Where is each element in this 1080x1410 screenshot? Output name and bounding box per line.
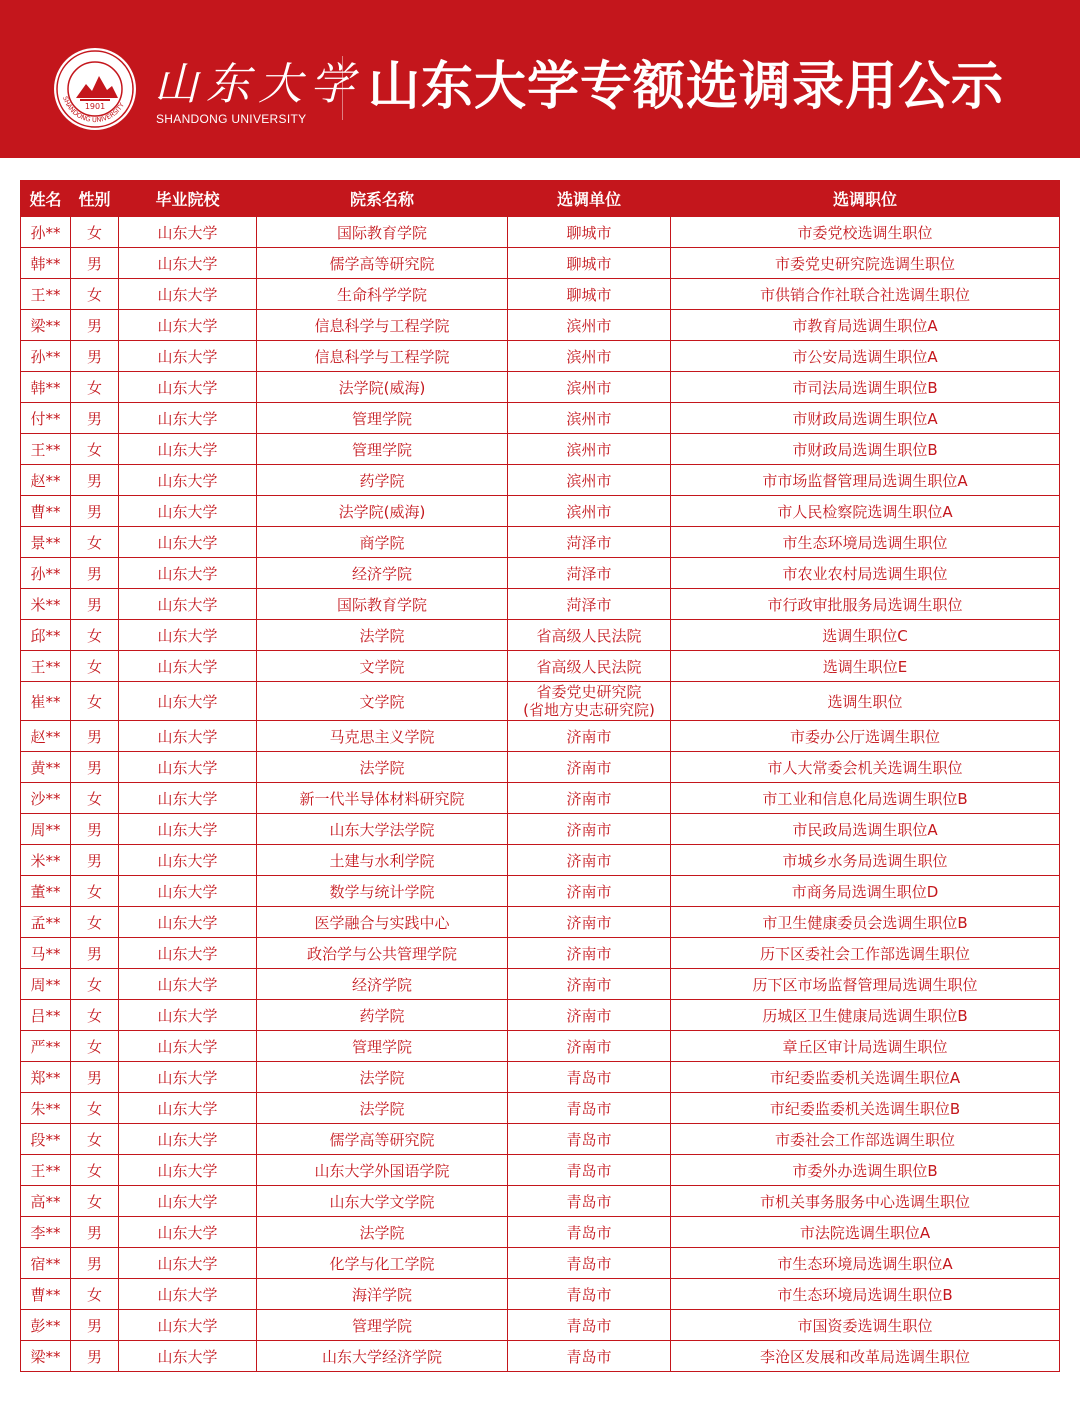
cell-unit: 滨州市	[508, 434, 671, 465]
cell-gender: 女	[71, 1155, 119, 1186]
cell-unit: 滨州市	[508, 403, 671, 434]
table-row	[21, 1155, 1060, 1186]
cell-gender: 女	[71, 969, 119, 1000]
cell-name: 段**	[21, 1124, 71, 1155]
table-row	[21, 1186, 1060, 1217]
cell-gender: 男	[71, 341, 119, 372]
cell-school: 山东大学	[119, 1124, 257, 1155]
cell-unit: 济南市	[508, 752, 671, 783]
cell-school: 山东大学	[119, 969, 257, 1000]
cell-position: 市城乡水务局选调生职位	[671, 845, 1060, 876]
cell-department: 土建与水利学院	[257, 845, 508, 876]
cell-position: 市委党校选调生职位	[671, 217, 1060, 248]
cell-unit: 菏泽市	[508, 589, 671, 620]
table-row	[21, 752, 1060, 783]
cell-gender: 男	[71, 403, 119, 434]
cell-department: 生命科学学院	[257, 279, 508, 310]
cell-gender: 男	[71, 589, 119, 620]
cell-unit: 青岛市	[508, 1217, 671, 1248]
cell-school: 山东大学	[119, 310, 257, 341]
cell-name: 周**	[21, 814, 71, 845]
cell-gender: 女	[71, 1031, 119, 1062]
table-row	[21, 814, 1060, 845]
cell-position: 市工业和信息化局选调生职位B	[671, 783, 1060, 814]
cell-gender: 女	[71, 1000, 119, 1031]
cell-gender: 女	[71, 682, 119, 721]
cell-unit: 青岛市	[508, 1062, 671, 1093]
cell-position: 市纪委监委机关选调生职位A	[671, 1062, 1060, 1093]
table-row	[21, 527, 1060, 558]
cell-school: 山东大学	[119, 1062, 257, 1093]
cell-name: 董**	[21, 876, 71, 907]
cell-department: 马克思主义学院	[257, 721, 508, 752]
table-row	[21, 1279, 1060, 1310]
cell-gender: 男	[71, 1062, 119, 1093]
cell-department: 儒学高等研究院	[257, 248, 508, 279]
cell-gender: 男	[71, 1341, 119, 1372]
table-row	[21, 279, 1060, 310]
cell-name: 曹**	[21, 496, 71, 527]
cell-unit	[508, 682, 671, 721]
cell-name: 韩**	[21, 372, 71, 403]
table-row	[21, 372, 1060, 403]
cell-school: 山东大学	[119, 1341, 257, 1372]
cell-gender: 女	[71, 783, 119, 814]
cell-department: 管理学院	[257, 1310, 508, 1341]
table-row	[21, 465, 1060, 496]
cell-school: 山东大学	[119, 1031, 257, 1062]
cell-unit: 青岛市	[508, 1341, 671, 1372]
cell-gender: 男	[71, 248, 119, 279]
cell-department: 法学院	[257, 1062, 508, 1093]
cell-department: 儒学高等研究院	[257, 1124, 508, 1155]
svg-text:SHANDONG UNIVERSITY: SHANDONG UNIVERSITY	[61, 95, 126, 125]
cell-school: 山东大学	[119, 651, 257, 682]
cell-school: 山东大学	[119, 1310, 257, 1341]
cell-unit: 滨州市	[508, 341, 671, 372]
bottom-margin	[0, 1384, 1080, 1410]
cell-gender: 女	[71, 876, 119, 907]
cell-unit: 济南市	[508, 1000, 671, 1031]
table-row	[21, 1000, 1060, 1031]
table-row	[21, 589, 1060, 620]
cell-unit: 济南市	[508, 876, 671, 907]
cell-department: 医学融合与实践中心	[257, 907, 508, 938]
cell-name: 崔**	[21, 682, 71, 721]
cell-position: 选调生职位C	[671, 620, 1060, 651]
cell-school: 山东大学	[119, 527, 257, 558]
cell-unit: 省高级人民法院	[508, 651, 671, 682]
cell-position: 市商务局选调生职位D	[671, 876, 1060, 907]
cell-name: 李**	[21, 1217, 71, 1248]
cell-school: 山东大学	[119, 1217, 257, 1248]
cell-name: 梁**	[21, 1341, 71, 1372]
cell-unit: 滨州市	[508, 496, 671, 527]
cell-name: 孙**	[21, 341, 71, 372]
cell-position: 市国资委选调生职位	[671, 1310, 1060, 1341]
page-title: 山东大学专额选调录用公示	[368, 57, 1005, 117]
cell-department: 经济学院	[257, 969, 508, 1000]
cell-department: 文学院	[257, 682, 508, 721]
cell-department: 山东大学经济学院	[257, 1341, 508, 1372]
cell-department: 信息科学与工程学院	[257, 341, 508, 372]
table-row	[21, 1310, 1060, 1341]
cell-department: 法学院	[257, 1217, 508, 1248]
table-row	[21, 496, 1060, 527]
cell-position: 市供销合作社联合社选调生职位	[671, 279, 1060, 310]
cell-unit: 济南市	[508, 783, 671, 814]
column-header-department: 院系名称	[257, 181, 508, 217]
cell-position: 李沧区发展和改革局选调生职位	[671, 1341, 1060, 1372]
cell-position: 选调生职位	[671, 682, 1060, 721]
cell-unit: 济南市	[508, 969, 671, 1000]
cell-department: 国际教育学院	[257, 217, 508, 248]
cell-department: 国际教育学院	[257, 589, 508, 620]
cell-position: 选调生职位E	[671, 651, 1060, 682]
column-header-position: 选调职位	[671, 181, 1060, 217]
table-row	[21, 310, 1060, 341]
table-row	[21, 845, 1060, 876]
cell-unit: 青岛市	[508, 1310, 671, 1341]
cell-position: 市生态环境局选调生职位A	[671, 1248, 1060, 1279]
cell-position: 市司法局选调生职位B	[671, 372, 1060, 403]
cell-name: 付**	[21, 403, 71, 434]
cell-department: 政治学与公共管理学院	[257, 938, 508, 969]
cell-school: 山东大学	[119, 248, 257, 279]
cell-unit: 青岛市	[508, 1186, 671, 1217]
cell-school: 山东大学	[119, 682, 257, 721]
cell-gender: 女	[71, 1093, 119, 1124]
table-row	[21, 938, 1060, 969]
table-row	[21, 907, 1060, 938]
cell-gender: 女	[71, 279, 119, 310]
cell-position: 市机关事务服务中心选调生职位	[671, 1186, 1060, 1217]
table-row	[21, 1248, 1060, 1279]
cell-name: 米**	[21, 589, 71, 620]
cell-unit: 聊城市	[508, 248, 671, 279]
cell-name: 黄**	[21, 752, 71, 783]
cell-unit-line2: (省地方史志研究院)	[523, 701, 655, 719]
admission-table-container	[20, 180, 1059, 1372]
cell-school: 山东大学	[119, 721, 257, 752]
cell-position: 市财政局选调生职位A	[671, 403, 1060, 434]
table-row	[21, 1062, 1060, 1093]
table-row	[21, 1031, 1060, 1062]
cell-name: 王**	[21, 279, 71, 310]
cell-gender: 男	[71, 465, 119, 496]
table-row	[21, 969, 1060, 1000]
cell-department: 法学院(威海)	[257, 496, 508, 527]
cell-department: 药学院	[257, 465, 508, 496]
table-row	[21, 403, 1060, 434]
brand-wordmark	[150, 46, 362, 132]
cell-gender: 男	[71, 845, 119, 876]
cell-name: 赵**	[21, 721, 71, 752]
cell-name: 郑**	[21, 1062, 71, 1093]
cell-name: 严**	[21, 1031, 71, 1062]
cell-gender: 男	[71, 814, 119, 845]
cell-position: 市行政审批服务局选调生职位	[671, 589, 1060, 620]
cell-gender: 女	[71, 372, 119, 403]
cell-school: 山东大学	[119, 279, 257, 310]
cell-unit: 济南市	[508, 814, 671, 845]
cell-unit: 滨州市	[508, 310, 671, 341]
cell-school: 山东大学	[119, 752, 257, 783]
cell-school: 山东大学	[119, 341, 257, 372]
cell-gender: 男	[71, 752, 119, 783]
cell-position: 市农业农村局选调生职位	[671, 558, 1060, 589]
cell-gender: 女	[71, 527, 119, 558]
cell-position: 市纪委监委机关选调生职位B	[671, 1093, 1060, 1124]
cell-school: 山东大学	[119, 372, 257, 403]
cell-school: 山东大学	[119, 434, 257, 465]
cell-school: 山东大学	[119, 938, 257, 969]
cell-school: 山东大学	[119, 620, 257, 651]
cell-gender: 女	[71, 651, 119, 682]
cell-school: 山东大学	[119, 814, 257, 845]
cell-unit: 聊城市	[508, 279, 671, 310]
cell-name: 韩**	[21, 248, 71, 279]
header-divider	[342, 56, 343, 120]
table-row	[21, 620, 1060, 651]
cell-unit-line1: 省委党史研究院	[536, 683, 642, 701]
cell-unit: 济南市	[508, 721, 671, 752]
cell-position: 章丘区审计局选调生职位	[671, 1031, 1060, 1062]
cell-school: 山东大学	[119, 403, 257, 434]
cell-name: 曹**	[21, 1279, 71, 1310]
cell-school: 山东大学	[119, 558, 257, 589]
cell-position: 市人民检察院选调生职位A	[671, 496, 1060, 527]
table-row	[21, 1217, 1060, 1248]
cell-name: 彭**	[21, 1310, 71, 1341]
cell-gender: 男	[71, 496, 119, 527]
cell-school: 山东大学	[119, 876, 257, 907]
cell-name: 梁**	[21, 310, 71, 341]
column-header-gender: 性别	[71, 181, 119, 217]
table-row	[21, 783, 1060, 814]
cell-department: 化学与化工学院	[257, 1248, 508, 1279]
cell-department: 药学院	[257, 1000, 508, 1031]
cell-gender: 女	[71, 620, 119, 651]
cell-department: 信息科学与工程学院	[257, 310, 508, 341]
cell-school: 山东大学	[119, 496, 257, 527]
cell-unit: 济南市	[508, 907, 671, 938]
cell-position: 历下区委社会工作部选调生职位	[671, 938, 1060, 969]
cell-unit: 菏泽市	[508, 558, 671, 589]
table-row	[21, 1341, 1060, 1372]
cell-gender: 男	[71, 1248, 119, 1279]
cell-department: 法学院(威海)	[257, 372, 508, 403]
cell-department: 山东大学文学院	[257, 1186, 508, 1217]
cell-name: 周**	[21, 969, 71, 1000]
cell-gender: 男	[71, 310, 119, 341]
table-row	[21, 1093, 1060, 1124]
table-row	[21, 248, 1060, 279]
cell-gender: 女	[71, 907, 119, 938]
table-row	[21, 651, 1060, 682]
cell-name: 王**	[21, 434, 71, 465]
cell-name: 孙**	[21, 558, 71, 589]
cell-department: 法学院	[257, 620, 508, 651]
admission-table	[20, 180, 1060, 1372]
cell-department: 数学与统计学院	[257, 876, 508, 907]
cell-position: 市公安局选调生职位A	[671, 341, 1060, 372]
cell-position: 市人大常委会机关选调生职位	[671, 752, 1060, 783]
cell-name: 朱**	[21, 1093, 71, 1124]
cell-department: 法学院	[257, 1093, 508, 1124]
column-header-school: 毕业院校	[119, 181, 257, 217]
cell-unit: 滨州市	[508, 465, 671, 496]
cell-gender: 男	[71, 558, 119, 589]
table-row	[21, 876, 1060, 907]
cell-position: 市生态环境局选调生职位	[671, 527, 1060, 558]
cell-unit: 滨州市	[508, 372, 671, 403]
table-header-row	[21, 181, 1060, 217]
cell-position: 市民政局选调生职位A	[671, 814, 1060, 845]
cell-gender: 男	[71, 1310, 119, 1341]
table-row	[21, 1124, 1060, 1155]
cell-school: 山东大学	[119, 1279, 257, 1310]
cell-position: 市委办公厅选调生职位	[671, 721, 1060, 752]
cell-name: 王**	[21, 651, 71, 682]
cell-name: 赵**	[21, 465, 71, 496]
cell-name: 高**	[21, 1186, 71, 1217]
svg-text:1901: 1901	[84, 102, 106, 111]
cell-name: 孟**	[21, 907, 71, 938]
column-header-unit: 选调单位	[508, 181, 671, 217]
cell-position: 市卫生健康委员会选调生职位B	[671, 907, 1060, 938]
cell-position: 市法院选调生职位A	[671, 1217, 1060, 1248]
cell-gender: 女	[71, 1186, 119, 1217]
cell-position: 市委外办选调生职位B	[671, 1155, 1060, 1186]
cell-unit: 青岛市	[508, 1093, 671, 1124]
cell-department: 新一代半导体材料研究院	[257, 783, 508, 814]
brand-name-cn: 山东大学	[154, 59, 362, 110]
cell-gender: 男	[71, 1217, 119, 1248]
brand-name-en: SHANDONG UNIVERSITY	[156, 112, 307, 126]
cell-name: 邱**	[21, 620, 71, 651]
cell-school: 山东大学	[119, 783, 257, 814]
table-row	[21, 341, 1060, 372]
cell-position: 历城区卫生健康局选调生职位B	[671, 1000, 1060, 1031]
cell-gender: 男	[71, 938, 119, 969]
cell-gender: 女	[71, 434, 119, 465]
table-row	[21, 721, 1060, 752]
cell-unit: 青岛市	[508, 1155, 671, 1186]
cell-name: 米**	[21, 845, 71, 876]
cell-position: 历下区市场监督管理局选调生职位	[671, 969, 1060, 1000]
cell-school: 山东大学	[119, 217, 257, 248]
cell-name: 宿**	[21, 1248, 71, 1279]
cell-school: 山东大学	[119, 907, 257, 938]
cell-unit: 聊城市	[508, 217, 671, 248]
cell-department: 管理学院	[257, 434, 508, 465]
cell-unit: 济南市	[508, 938, 671, 969]
cell-position: 市委党史研究院选调生职位	[671, 248, 1060, 279]
cell-school: 山东大学	[119, 1155, 257, 1186]
cell-position: 市生态环境局选调生职位B	[671, 1279, 1060, 1310]
cell-department: 商学院	[257, 527, 508, 558]
cell-school: 山东大学	[119, 1093, 257, 1124]
cell-position: 市委社会工作部选调生职位	[671, 1124, 1060, 1155]
table-row	[21, 434, 1060, 465]
cell-school: 山东大学	[119, 589, 257, 620]
cell-department: 管理学院	[257, 403, 508, 434]
cell-school: 山东大学	[119, 1248, 257, 1279]
cell-unit: 青岛市	[508, 1279, 671, 1310]
cell-position: 市财政局选调生职位B	[671, 434, 1060, 465]
cell-position: 市教育局选调生职位A	[671, 310, 1060, 341]
cell-name: 马**	[21, 938, 71, 969]
cell-name: 吕**	[21, 1000, 71, 1031]
cell-department: 法学院	[257, 752, 508, 783]
column-header-name: 姓名	[21, 181, 71, 217]
cell-school: 山东大学	[119, 845, 257, 876]
cell-gender: 女	[71, 1124, 119, 1155]
cell-unit: 省高级人民法院	[508, 620, 671, 651]
cell-gender: 女	[71, 1279, 119, 1310]
cell-unit: 青岛市	[508, 1248, 671, 1279]
cell-unit: 济南市	[508, 845, 671, 876]
cell-unit: 青岛市	[508, 1124, 671, 1155]
cell-gender: 男	[71, 721, 119, 752]
cell-department: 管理学院	[257, 1031, 508, 1062]
cell-department: 经济学院	[257, 558, 508, 589]
table-row	[21, 217, 1060, 248]
cell-unit: 菏泽市	[508, 527, 671, 558]
cell-position: 市市场监督管理局选调生职位A	[671, 465, 1060, 496]
cell-department: 文学院	[257, 651, 508, 682]
cell-unit: 济南市	[508, 1031, 671, 1062]
cell-department: 山东大学法学院	[257, 814, 508, 845]
table-row	[21, 558, 1060, 589]
cell-name: 景**	[21, 527, 71, 558]
cell-department: 山东大学外国语学院	[257, 1155, 508, 1186]
cell-school: 山东大学	[119, 465, 257, 496]
cell-gender: 女	[71, 217, 119, 248]
cell-school: 山东大学	[119, 1186, 257, 1217]
cell-department: 海洋学院	[257, 1279, 508, 1310]
cell-name: 王**	[21, 1155, 71, 1186]
cell-school: 山东大学	[119, 1000, 257, 1031]
cell-name: 孙**	[21, 217, 71, 248]
university-seal-logo	[52, 46, 138, 132]
table-row	[21, 682, 1060, 721]
cell-name: 沙**	[21, 783, 71, 814]
header-banner	[0, 0, 1080, 158]
table-body	[21, 217, 1060, 1372]
